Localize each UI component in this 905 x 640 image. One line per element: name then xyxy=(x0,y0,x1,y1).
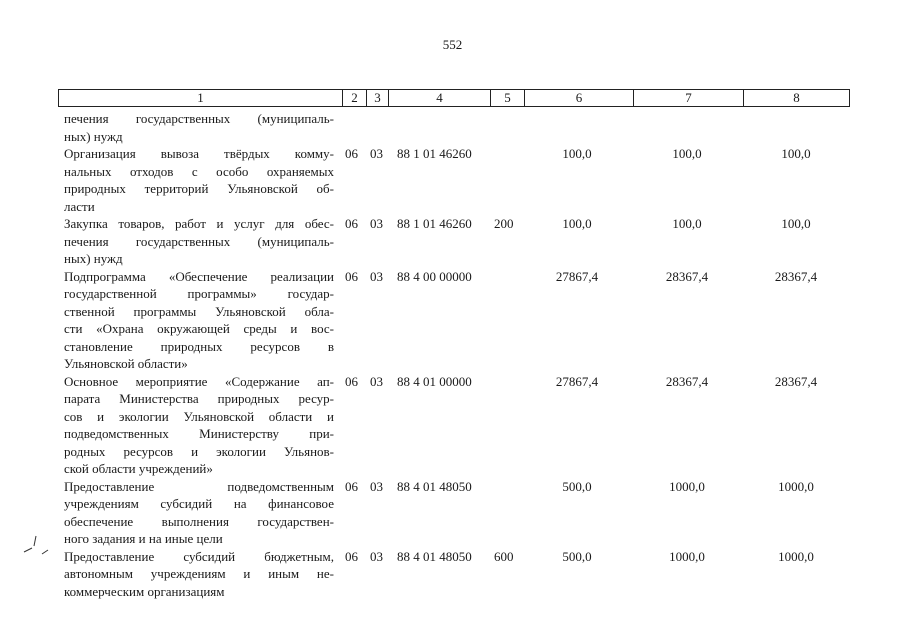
amount-col-8: 1000,0 xyxy=(778,548,814,564)
row-description xyxy=(64,373,334,478)
description-line: Подпрограмма «Обеспечение реализации xyxy=(64,268,334,284)
row-description xyxy=(64,268,334,373)
podrazdel-cell: 03 xyxy=(370,146,383,161)
amount-col-6: 100,0 xyxy=(562,146,592,161)
description-line: ных) нужд xyxy=(64,251,123,266)
target-article-cell: 88 4 01 00000 xyxy=(397,373,472,389)
podrazdel-cell: 03 xyxy=(370,548,383,564)
razdel-cell: 06 xyxy=(345,268,358,284)
row-description xyxy=(64,548,334,601)
target-article-cell: 88 1 01 46260 xyxy=(397,146,472,161)
amount-col-7: 1000,0 xyxy=(669,478,705,494)
header-col-8: 8 xyxy=(743,90,849,106)
header-col-3: 3 xyxy=(366,90,388,106)
description-line: печения государственных (муниципаль- xyxy=(64,111,334,126)
razdel-cell: 06 xyxy=(345,548,358,564)
description-line: Закупка товаров, работ и услуг для обес- xyxy=(64,216,334,231)
podrazdel-cell: 03 xyxy=(370,478,383,494)
razdel-cell: 06 xyxy=(345,478,358,494)
amount-col-6: 500,0 xyxy=(562,548,592,564)
amount-col-7: 100,0 xyxy=(672,146,702,161)
header-col-6: 6 xyxy=(524,90,633,106)
target-article-cell: 88 4 00 00000 xyxy=(397,268,472,284)
razdel-cell: 06 xyxy=(345,216,358,231)
amount-col-7: 28367,4 xyxy=(665,373,709,389)
amount-col-8: 1000,0 xyxy=(778,478,814,494)
description-line: Ульяновской области» xyxy=(64,356,188,371)
description-line: подведомственных Министерству при- xyxy=(64,426,334,441)
target-article-cell: 88 4 01 48050 xyxy=(397,548,472,564)
amount-col-8: 100,0 xyxy=(781,216,811,231)
description-line: учреждениям субсидий на финансовое xyxy=(64,496,334,511)
amount-col-7: 28367,4 xyxy=(665,268,709,284)
row-description xyxy=(64,145,334,215)
description-line: ской области учреждений» xyxy=(64,461,213,476)
description-line: ного задания и на иные цели xyxy=(64,531,223,546)
row-description xyxy=(64,215,334,268)
amount-col-6: 500,0 xyxy=(562,478,592,494)
description-line: становление природных ресурсов в xyxy=(64,338,334,354)
amount-col-6: 27867,4 xyxy=(555,373,599,389)
description-line: природных территорий Ульяновской об- xyxy=(64,181,334,196)
amount-col-7: 100,0 xyxy=(672,216,702,231)
description-line: родных ресурсов и экологии Ульянов- xyxy=(64,443,334,459)
podrazdel-cell: 03 xyxy=(370,373,383,389)
description-line: ных) нужд xyxy=(64,128,123,144)
target-article-cell: 88 4 01 48050 xyxy=(397,478,472,494)
description-line: коммерческим организациям xyxy=(64,583,225,599)
description-line: сов и экологии Ульяновской области и xyxy=(64,408,334,424)
target-article-cell: 88 1 01 46260 xyxy=(397,216,472,231)
expense-type-cell: 200 xyxy=(494,216,514,231)
amount-col-8: 28367,4 xyxy=(774,268,818,284)
header-col-7: 7 xyxy=(633,90,743,106)
razdel-cell: 06 xyxy=(345,373,358,389)
description-line: обеспечение выполнения государствен- xyxy=(64,513,334,529)
page-number: 552 xyxy=(442,37,463,52)
description-line: Организация вывоза твёрдых комму- xyxy=(64,146,334,161)
description-line: нальных отходов с особо охраняемых xyxy=(64,163,334,179)
description-line: Предоставление субсидий бюджетным, xyxy=(64,548,334,564)
description-line: печения государственных (муниципаль- xyxy=(64,233,334,249)
row-description xyxy=(64,110,334,145)
description-line: парата Министерства природных ресур- xyxy=(64,391,334,406)
amount-col-6: 27867,4 xyxy=(555,268,599,284)
description-line: государственной программы» государ- xyxy=(64,286,334,301)
podrazdel-cell: 03 xyxy=(370,216,383,231)
description-line: ласти xyxy=(64,198,95,214)
description-line: сти «Охрана окружающей среды и вос- xyxy=(64,321,334,336)
header-col-5: 5 xyxy=(490,90,524,106)
razdel-cell: 06 xyxy=(345,146,358,161)
description-line: ственной программы Ульяновской обла- xyxy=(64,303,334,319)
handwritten-marks xyxy=(22,530,62,565)
podrazdel-cell: 03 xyxy=(370,268,383,284)
description-line: Основное мероприятие «Содержание ап- xyxy=(64,373,334,389)
row-description xyxy=(64,478,334,548)
amount-col-6: 100,0 xyxy=(562,216,592,231)
table-header xyxy=(58,89,850,107)
header-col-2: 2 xyxy=(342,90,366,106)
amount-col-8: 28367,4 xyxy=(774,373,818,389)
header-col-4: 4 xyxy=(388,90,490,106)
amount-col-8: 100,0 xyxy=(781,146,811,161)
expense-type-cell: 600 xyxy=(494,548,514,564)
description-line: Предоставление подведомственным xyxy=(64,478,334,494)
description-line: автономным учреждениям и иным не- xyxy=(64,566,334,581)
header-col-1: 1 xyxy=(197,90,204,105)
amount-col-7: 1000,0 xyxy=(669,548,705,564)
